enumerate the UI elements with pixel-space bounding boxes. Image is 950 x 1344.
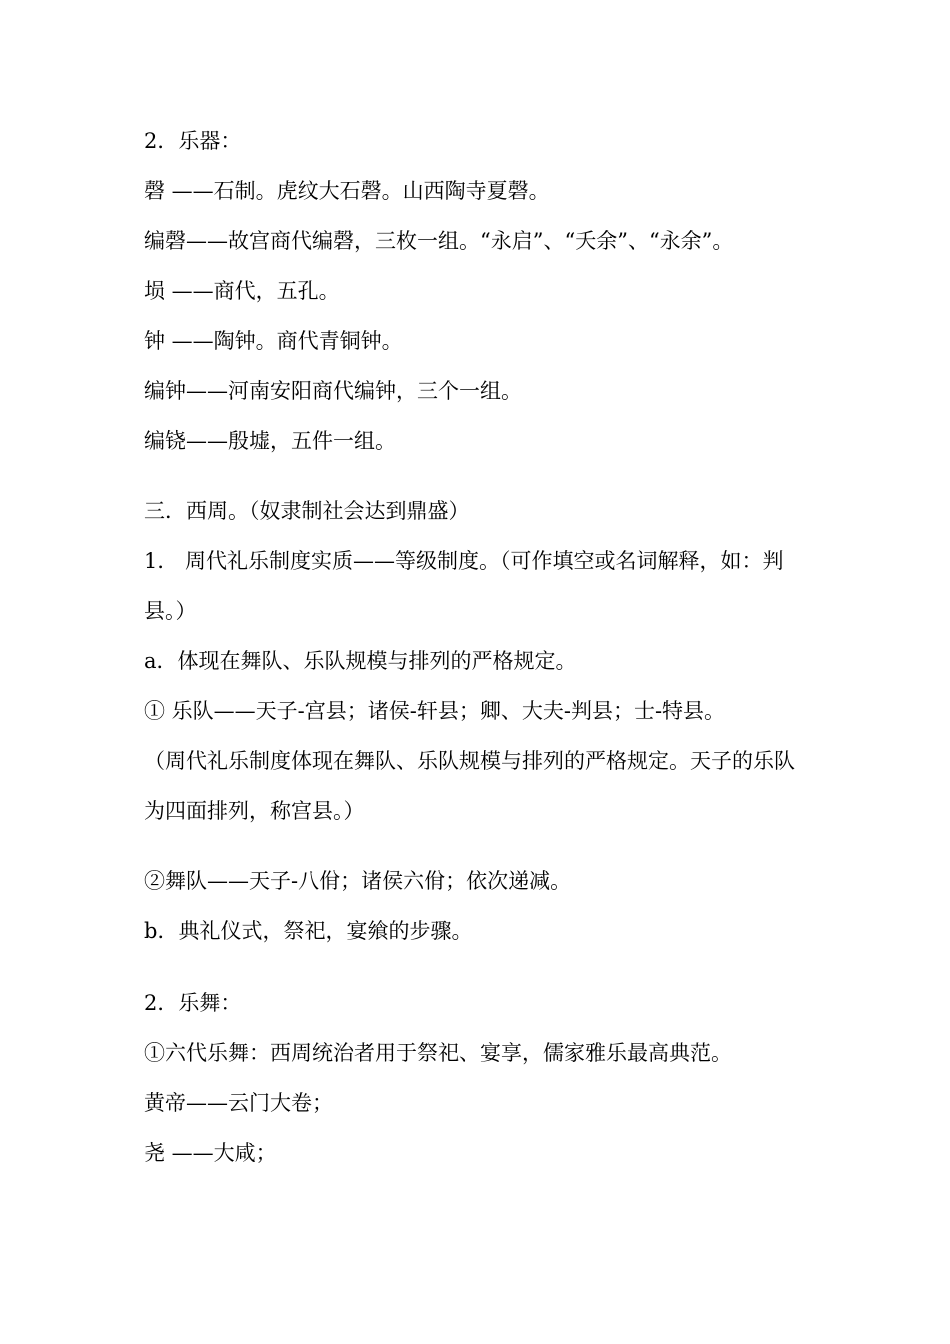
heading-music-dance: 2．乐舞： — [144, 991, 242, 1015]
text-line: 编钟——河南安阳商代编钟，三个一组。 — [144, 379, 522, 403]
heading-western-zhou: 三．西周。（奴隶制社会达到鼎盛） — [144, 499, 470, 523]
text-line: 县。） — [144, 599, 197, 623]
text-line: 埙 ——商代，五孔。 — [144, 279, 340, 303]
text-line: 钟 ——陶钟。商代青铜钟。 — [144, 329, 403, 353]
text-line: b．典礼仪式，祭祀，宴飨的步骤。 — [144, 919, 473, 943]
text-line: a．体现在舞队、乐队规模与排列的严格规定。 — [144, 649, 577, 673]
text-line: 1． 周代礼乐制度实质——等级制度。（可作填空或名词解释，如：判 — [144, 549, 784, 573]
text-line: ① 乐队——天子-宫县；诸侯-轩县；卿、大夫-判县；士-特县。 — [144, 699, 726, 723]
text-line: 编磬——故宫商代编磬，三枚一组。“永启”、“夭余”、“永余”。 — [144, 229, 734, 253]
text-line: 尧 ——大咸； — [144, 1141, 277, 1165]
text-line: ①六代乐舞：西周统治者用于祭祀、宴享，儒家雅乐最高典范。 — [144, 1041, 732, 1065]
heading-instruments: 2．乐器： — [144, 129, 242, 153]
text-line: ②舞队——天子-八佾；诸侯六佾；依次递减。 — [144, 869, 572, 893]
text-line: 磬 ——石制。虎纹大石磬。山西陶寺夏磬。 — [144, 179, 550, 203]
text-line: （周代礼乐制度体现在舞队、乐队规模与排列的严格规定。天子的乐队 — [144, 749, 795, 773]
text-line: 为四面排列，称宫县。） — [144, 799, 365, 823]
text-line: 编铙——殷墟，五件一组。 — [144, 429, 396, 453]
text-line: 黄帝——云门大卷； — [144, 1091, 333, 1115]
